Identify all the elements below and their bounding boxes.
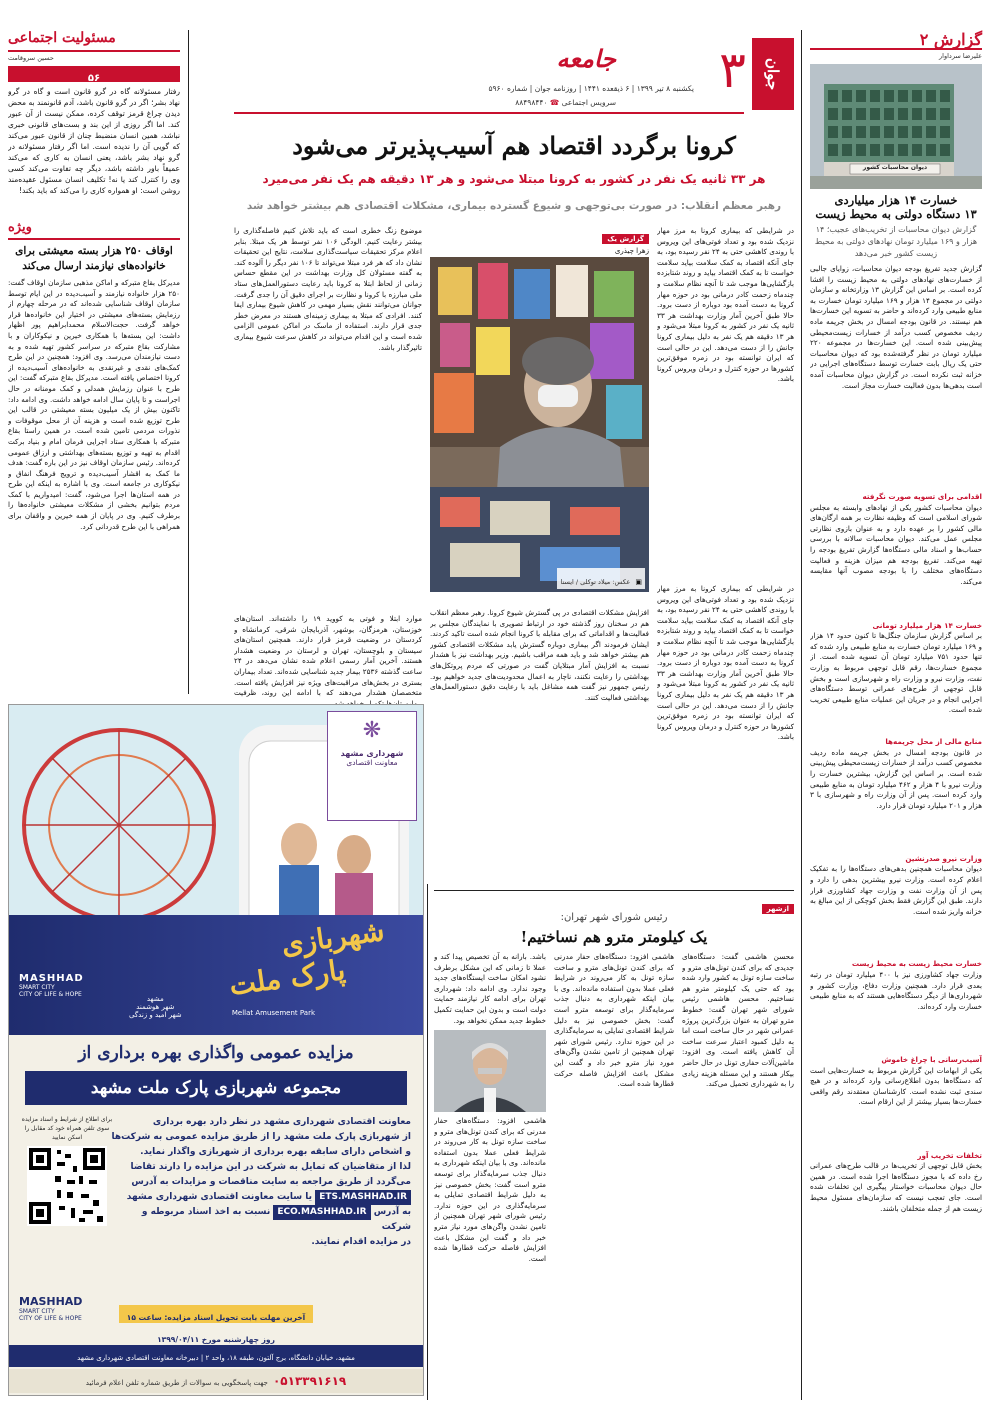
market-vendor-photo xyxy=(430,257,649,592)
right-title-1: خسارت ۱۴ هزار میلیاردی xyxy=(834,193,958,207)
phone-icon: ☎ xyxy=(549,98,560,107)
section-title: جامعه xyxy=(556,44,616,73)
right-column-header xyxy=(810,30,982,50)
hashemi-photo xyxy=(434,1030,546,1112)
left-sub-header xyxy=(8,220,180,240)
slogan-3: شهر امید و زندگی xyxy=(129,1011,182,1019)
ad-web-2[interactable]: ECO.MASHHAD.IR xyxy=(273,1205,370,1220)
photo-credit xyxy=(557,568,645,589)
left-column-header xyxy=(8,30,180,52)
right-body-3: بر اساس گزارش سازمان جنگل‌ها تا کنون حدود ۱۴ هزار و ۱۶۹ میلیارد تومان خسارت به منابع طبیعی وارد شده که تنها حدود ۷۵۱ میلیارد تومان آن تسویه شده است. از مجموع خسارت‌ها، رقم قابل توجهی مربوط به وزارت نفت، وزارت نیرو و وزارت راه و شهرسازی است و بخش قابل توجهی از طرح‌های عمرانی توسط دستگاه‌های اجرایی انجام و در جریان این عملیات منابع طبیعی تخریب شده است. xyxy=(810,631,982,715)
main-kicker: گزارش یک xyxy=(602,234,649,244)
right-body-4: در قانون بودجه امسال در بخش جریمه ماده ردیف مخصوص کسب درآمد از خسارات زیست‌محیطی پیش‌بینی شده است. بر اساس این گزارش، بیشترین خسارت را وزارت نیرو با ۴ هزار و ۴۶۲ میلیارد تومان به منابع طبیعی وارد کرده است. پس از آن وزارت راه و شهرسازی با ۳ هزار و ۲۰۱ میلیارد تومان قرار دارد. xyxy=(810,747,982,810)
ad-footer-brand xyxy=(19,1295,82,1322)
ad-deadline: آخرین مهلت بابت تحویل اسناد مزایده: ساعت ۱۵ روز چهارشنبه مورخ ۱۳۹۹/۰۴/۱۱ xyxy=(126,1313,306,1344)
service-line xyxy=(515,98,616,107)
ad-block xyxy=(8,704,424,1396)
right-column-author: علیرضا سرداوار xyxy=(939,52,982,60)
main-photo xyxy=(430,257,649,592)
park-name-1: شهربازی xyxy=(279,913,387,962)
ad-phone-bar xyxy=(9,1369,423,1393)
left-title: اوقاف ۲۵۰ هزار بسته معیشتی برای خانواده‌های نیازمند ارسال می‌کند xyxy=(15,245,173,272)
ad-body-7: به آدرس xyxy=(373,1207,411,1217)
left-story: مدیرکل بقاع متبرکه و اماکن مذهبی سازمان اوقاف گفت: ۲۵۰ هزار خانواده نیازمند و آسیب‌دیده در این ایام توسط سازمان اوقاف شناسایی شده‌اند که در مرحله چهارم از رزمایش بسته‌های معیشتی در اختیار این خانواده‌ها قرار خواهد گرفت. حجت‌الاسلام محمدابراهیم پور اظهار داشت: این بسته‌ها با همکاری خیرین و نیکوکاران و با مشارکت بقاع متبرکه در سراسر کشور تهیه شده و به دست نیازمندان می‌رسد. وی افزود: همچنین در این طرح کمک‌های نقدی و غیرنقدی به خانواده‌های آسیب‌دیده از کرونا اختصاص یافته است. مدیرکل بقاع متبرکه گفت: این طرح با عنوان رزمایش همدلی و کمک مومنانه در حال اجراست و تا پایان سال ادامه خواهد داشت. وی ادامه داد: تاکنون بیش از یک میلیون بسته معیشتی در قالب این طرح توزیع شده است و هزینه آن از محل موقوفات و نذورات مردمی تامین شده است. در همین راستا بقاع متبرکه با همکاری ستاد اجرایی فرمان امام و بنیاد برکت اقدام به تهیه و توزیع بسته‌های بهداشتی و ارزاق عمومی کرده‌اند. رئیس سازمان اوقاف نیز در این باره گفت: هدف ما کمک به اقشار آسیب‌دیده و ترویج فرهنگ انفاق و نیکوکاری در جامعه است. وی با اشاره به اینکه این طرح در همه استان‌ها اجرا می‌شود، گفت: امیدواریم با کمک مردم بتوانیم بخشی از مشکلات معیشتی خانواده‌ها را برطرف کنیم. وی در پایان از همه خیرین و واقفان برای همراهی با این طرح قدردانی کرد. xyxy=(8,278,180,531)
kicker-row xyxy=(430,226,649,245)
right-body-2: دیوان محاسبات کشور یکی از نهادهای وابسته به مجلس شورای اسلامی است که وظیفه نظارت بر همه ارگان‌های مالی کشور را بر عهده دارد و به عنوان بازوی نظارتی مجلس عمل می‌کند. دیوان محاسبات سالانه با بررسی حساب‌ها و اسناد مالی دستگاه‌ها گزارش تفریغ بودجه را تهیه می‌کند. تفریغ بودجه هم میزان هزینه و فعالیت دستگاه‌های مختلف را با بودجه مصوب آنها مقایسه می‌کند. xyxy=(810,502,982,586)
ad-phone[interactable]: ۰۵۱۳۳۹۱۶۱۹ xyxy=(272,1374,347,1388)
right-column-header-text: گزارش ۲ xyxy=(919,30,982,49)
service-phone: ۸۸۴۹۸۴۴۰ xyxy=(515,98,548,107)
ad-body-6: یا سایت معاونت اقتصادی شهرداری مشهد xyxy=(126,1192,313,1202)
left-sub-header-text: ویژه xyxy=(8,220,32,235)
right-sub-4: وزارت نیرو صدرنشین xyxy=(905,853,982,863)
main-col-3: افزایش مشکلات اقتصادی در پی گسترش شیوع کرونا. رهبر معظم انقلاب هم در سخنان روز گذشته خود در ارتباط تصویری با نمایندگان مجلس بر فعالیت‌ها و اقداماتی که برای مقابله با کرونا انجام شده است تاکید کردند. ایشان فرمودند اگر بیماری دوباره گسترش یابد مشکلات اقتصادی کشور هم بیشتر خواهد شد و باید همه مراقب باشیم. وزیر بهداشت نیز با هشدار نسبت به افزایش آمار مبتلایان گفت در صورتی که مردم پروتکل‌های بهداشتی را رعایت نکنند، ناچار به اعمال محدودیت‌های جدید خواهیم بود. رئیس جمهور نیز گفت همه مشاغل باید با رعایت دقیق دستورالعمل‌های بهداشتی فعالیت کنند. xyxy=(430,608,649,702)
left-column-header-text: مسئولیت اجتماعی xyxy=(8,30,116,46)
page-number: ۳ xyxy=(719,41,746,99)
ad-qr-box xyxy=(19,1115,115,1230)
right-sub-5: خسارت محیط زیست به محیط زیست xyxy=(851,959,982,969)
main-col-1: در شرایطی که بیماری کرونا به مرز مهار نزدیک شده بود و تعداد فوتی‌های این ویروس با روندی کاهشی حتی به ۲۴ نفر رسیده بود، به جای آنکه اقتصاد به کمک سلامت بیاید سلامت خواست تا به کمک اقتصاد بیاید و روند شتابزده بازگشایی‌ها موجب شد تا آنچه نظام سلامت و چندماه زحمت کادر درمانی بود در حوزه مهار کرونا به دست آمده بود دوباره از دست برود. حالا طبق آخرین آمار وزارت بهداشت هر ۳۳ ثانیه یک نفر در کشور به کرونا مبتلا می‌شود و هر ۱۳ دقیقه هم یک نفر به دلیل بیماری کرونا جانش را از دست می‌دهد. این در حالی است که ایران توانسته بود در زمره موفق‌ترین کشورها در حوزه کنترل و درمان ویروس کرونا باشد. xyxy=(657,226,794,384)
ad-body-3: و اشخاص دارای سابقه بهره برداری از شهربازی واگذار نماید. xyxy=(140,1147,411,1157)
main-headline: کرونا برگردد اقتصاد هم آسیب‌پذیرتر می‌شود xyxy=(292,131,736,160)
left-column xyxy=(8,30,180,698)
ad-web-2-row xyxy=(111,1205,411,1235)
org-logo-box xyxy=(327,711,417,821)
main-col-2: موضوع زنگ خطری است که باید تلاش کنیم فاصله‌گذاری را بیشتر رعایت کنیم. الودگی ۱۰۶ نفر توسط هر یک مبتلا. بنابر اعلام مرکز تحقیقات سیاست‌گذاری سلامت، نتایج این تحقیقات نشان داد که هر فرد مبتلا می‌تواند تا ۱۰۶ نفر دیگر را آلوده کند. به گفته مسئولان کل وزارت بهداشت در این مقطع حساس زمانی از لحاظ ابتلا به کرونا باید رعایت دستورالعمل‌های ستاد ملی مبارزه با کرونا و نظارت بر اجرای دقیق آن را جدی گرفت. جوانان می‌توانند نقش بسیار مهمی در کاهش شیوع بیماری ایفا کنند. افرادی که مبتلا به بیماری زمینه‌ای هستند در معرض خطر جدی قرار دارند. استفاده از ماسک در اماکن عمومی الزامی شده است و این اقدام می‌تواند در کاهش سرعت شیوع بیماری تاثیرگذار باشد. xyxy=(234,226,422,352)
divider-left xyxy=(188,30,189,694)
ad-web-1-row xyxy=(111,1190,411,1205)
metro-col-3-wrap xyxy=(434,952,546,1392)
ad-org-sub: معاونت اقتصادی xyxy=(346,758,398,767)
ad-web-1[interactable]: ETS.MASHHAD.IR xyxy=(315,1190,411,1205)
left-author: حسین سروقامت xyxy=(8,54,54,62)
logo: جوان xyxy=(764,57,782,91)
footer-city-2: SMART CITY xyxy=(19,1308,55,1315)
ad-deadline-bar xyxy=(119,1305,313,1344)
park-name-en: Mellat Amusement Park xyxy=(231,1009,315,1017)
camera-icon: ▣ xyxy=(635,578,642,586)
ad-address-bar xyxy=(9,1345,423,1367)
metro-kicker: ازشهر xyxy=(762,904,794,914)
logo-box xyxy=(752,38,794,110)
city-brand-left xyxy=(19,973,84,998)
right-sub-2: خسارت ۱۴ هزار میلیارد تومانی xyxy=(872,620,982,630)
main-photo-block xyxy=(430,226,649,604)
right-body-8: بخش قابل توجهی از تخریب‌ها در قالب طرح‌های عمرانی رخ داده که با مجوز دستگاه‌ها اجرا شده است. در همین حال دیوان محاسبات خواستار پیگیری این تخلفات شده است. جای تعجب نیست که سازمان‌های مسئول محیط زیست هم از جمله متخلفان باشند. xyxy=(810,1161,982,1213)
photo-credit-text: عکس: میلاد توکلی / ایسنا xyxy=(560,578,631,586)
right-lead: گزارش دیوان محاسبات از تخریب‌های عجیب؛ ۱۴ هزار و ۱۶۹ میلیارد تومان نهادهای دولتی به محیط زیست کشور خبر می‌دهد xyxy=(814,225,978,258)
city-en-1: MASHHAD xyxy=(19,973,84,984)
right-sub-1: اقدامی برای تسویه صورت نگرفته xyxy=(862,492,982,501)
right-body-7: یکی از ابهامات این گزارش مربوط به خسارت‌هایی است که دستگاه‌ها بدون اطلاع‌رسانی وارد کرده‌اند و در هیچ سندی ثبت نشده است. کارشناسان معتقدند رقم واقعی خسارت‌ها بسیار بیشتر از این ارقام است. xyxy=(810,1065,982,1107)
right-title-2: ۱۳ دستگاه دولتی به محیط زیست xyxy=(815,207,977,221)
main-col-4: موارد ابتلا و فوتی به کووید ۱۹ را داشته‌اند. استان‌های خوزستان، هرمزگان، بوشهر، آذربایجان شرقی، کرمانشاه و کردستان در وضعیت قرمز قرار دارند. همچنین استان‌های سیستان و بلوچستان، تهران و لرستان در وضعیت هشدار هستند. آخرین آمار رسمی اعلام شده نشان می‌دهد در ۲۴ ساعت گذشته ۲۵۳۶ بیمار جدید شناسایی شده‌اند. تعداد بیماران بستری در بخش‌های مراقبت‌های ویژه نیز افزایش یافته است. متخصصان هشدار می‌دهند که با ادامه این روند، ظرفیت xyxy=(234,614,422,698)
portrait-illustration xyxy=(434,1030,546,1112)
ad-body-4: لذا از متقاضیان که تمایل به شرکت در این مزایده را دارند تقاضا xyxy=(130,1162,411,1172)
right-body-5: دیوان محاسبات همچنین بدهی‌های دستگاه‌ها را به تفکیک اعلام کرده است. وزارت نیرو بیشترین بدهی را دارد و پس از آن وزارت نفت و وزارت جهاد کشاورزی قرار دارند. طبق این گزارش فقط بخش کوچکی از این مبالغ به خزانه واریز شده است. xyxy=(810,864,982,916)
footer-city-1: MASHHAD xyxy=(19,1295,83,1308)
qr-code-icon xyxy=(27,1146,107,1226)
masthead-rule xyxy=(234,112,744,114)
slogan-2: شهر هوشمند xyxy=(136,1003,175,1011)
masthead xyxy=(234,38,794,118)
left-badge-text: ۵۶ xyxy=(87,73,101,84)
left-badge xyxy=(8,66,180,82)
right-column xyxy=(810,30,982,1400)
right-body-6: وزارت جهاد کشاورزی نیز با ۴۰۰ میلیارد تومان در رتبه بعدی قرار دارد. همچنین وزارت دفاع، وزارت کشور و شهرداری‌ها از دیگر دستگاه‌هایی هستند که به منابع طبیعی خسارت وارد کرده‌اند. xyxy=(810,969,982,1011)
ad-body-2: از شهربازی پارک ملت مشهد را از طریق مزایده عمومی به شرکت‌ها xyxy=(111,1132,411,1142)
ad-body-5: می‌گردد از طریق مراجعه به سایت مناقصات و مزایدات به آدرس xyxy=(131,1177,411,1187)
building-sign: دیوان محاسبات کشور xyxy=(862,164,928,171)
left-body: رفتار مسئولانه گاه در گرو قانون است و گاه در گرو نهاد بشر؛ اگر در گرو قانون باشد، آدم قانونمند به محض دیدن چراغ قرمز توقف کرده، ممکن نیست از آن عبور کند. اما اگر روزی از این بند و بست‌های قانونی خبری نباشد، همین انسان منضبط چنان از قانون عبور می‌کند که گویی آن را ندیده است. اما اگر رفتار مسئولانه در گرو نهاد بشر باشد، یعنی انسان به کاری که می‌کند عمیقاً باور داشته باشد، دیگر چه تفاوت می‌کند کسی وی را کنترل کند یا نه! تکلیف انسان مسئول عقیده‌مند روشن است: او همواره کاری را می‌کند که باید بکند! xyxy=(8,87,180,195)
metro-pre-title: رئیس شورای شهر تهران: xyxy=(560,912,668,923)
ad-org-name: شهرداری مشهد xyxy=(340,749,404,758)
ad-body-1: معاونت اقتصادی شهرداری مشهد در نظر دارد بهره برداری xyxy=(152,1117,411,1127)
ad-title-2: مجموعه شهربازی پارک ملت مشهد xyxy=(90,1078,342,1098)
ad-phone-note: جهت پاسخگویی به سوالات از طریق شماره تلفن اعلام فرمائید xyxy=(85,1379,268,1387)
right-sub-3: منابع مالی از محل جریمه‌ها xyxy=(885,737,982,747)
metro-col-1: محسن هاشمی گفت: دستگاه‌های جدیدی که برای کندن تونل‌های مترو و ساخت سازه تونل به کشور وارد شده بود که حتی یک کیلومتر مترو هم نساختیم. محسن هاشمی رئیس شورای شهر تهران گفت: خطوط مترو تهران به عنوان بزرگ‌ترین پروژه عمرانی شهر در حال ساخت است اما به دلیل کمبود اعتبار سرعت ساخت آن کاهش یافته است. وی افزود: ماشین‌آلات حفاری تونل در حال حاضر بیکار هستند و این مسئله هزینه زیادی را به شهرداری تحمیل می‌کند. xyxy=(682,952,794,1089)
main-col-1b: در شرایطی که بیماری کرونا به مرز مهار نزدیک شده بود و تعداد فوتی‌های این ویروس با روندی کاهشی حتی به ۲۴ نفر رسیده بود، به جای آنکه اقتصاد به کمک سلامت بیاید سلامت خواست تا به کمک اقتصاد بیاید و روند شتابزده بازگشایی‌ها موجب شد تا آنچه نظام سلامت و چندماه زحمت کادر درمانی بود در حوزه مهار کرونا به دست آمده بود دوباره از دست برود. حالا طبق آخرین آمار وزارت بهداشت هر ۳۳ ثانیه یک نفر در کشور به کرونا مبتلا می‌شود و هر ۱۳ دقیقه هم یک نفر به دلیل بیماری کرونا جانش را از دست می‌دهد. این در حالی است که ایران توانسته بود در زمره موفق‌ترین کشورها در حوزه کنترل و درمان ویروس کرونا باشد. xyxy=(657,584,794,742)
divider-main-left xyxy=(427,884,428,1400)
metro-col-3b: هاشمی افزود: دستگاه‌های حفار مدرنی که برای کندن تونل‌های مترو و ساخت سازه تونل به کار می‌روند در شرایط فعلی عملا بدون استفاده مانده‌اند. وی با بیان اینکه شهرداری به دنبال جذب سرمایه‌گذار برای توسعه مترو است گفت: بخش خصوصی نیز به دلیل شرایط اقتصادی تمایلی به سرمایه‌گذاری در این حوزه ندارد. رئیس شورای شهر تهران همچنین از تامین نشدن واگن‌های مورد نیاز مترو خبر داد و گفت این مشکل باعث افزایش فاصله حرکت قطارها شده است. xyxy=(434,1116,546,1263)
date-line: یکشنبه ۸ تیر ۱۳۹۹ | ۶ ذیقعده ۱۴۴۱ | روزنامه جوان | شماره ۵۹۶۰ xyxy=(488,84,694,93)
main-author: زهرا چیذری xyxy=(614,247,649,255)
slogan-1: مشهد xyxy=(146,995,164,1003)
divider-right xyxy=(801,30,802,1400)
building-photo xyxy=(810,64,982,189)
ad-body xyxy=(111,1115,411,1250)
right-sub-7: تخلفات تخریب آور xyxy=(917,1150,982,1160)
metro-col-2: هاشمی افزود: دستگاه‌های حفار مدرنی که برای کندن تونل‌های مترو و ساخت سازه تونل به کار می‌روند در شرایط فعلی عملا بدون استفاده مانده‌اند. وی با بیان اینکه شهرداری به دنبال جذب سرمایه‌گذار برای توسعه مترو است گفت: بخش خصوصی نیز به دلیل شرایط اقتصادی تمایلی به سرمایه‌گذاری در این حوزه ندارد. رئیس شورای شهر تهران همچنین از تامین نشدن واگن‌های مورد نیاز مترو خبر داد و گفت این مشکل باعث افزایش فاصله حرکت قطارها شده است. xyxy=(554,952,674,1089)
ad-body-9: در مزایده اقدام نمایند. xyxy=(311,1237,411,1247)
metro-col-3: باشد. بارانه به آن تخصیص پیدا کند و عملا تا زمانی که این مشکل برطرف نشود امکان ساخت ایستگاه‌های جدید وجود ندارد. وی ادامه داد: شهرداری تهران برای ادامه کار نیازمند حمایت دولت است و بدون این حمایت تکمیل خطوط جدید ممکن نخواهد بود. xyxy=(434,952,546,1025)
park-name-2: پارک ملت xyxy=(226,953,347,1002)
slogan-box xyxy=(129,995,182,1019)
right-sub-6: آسیب‌رسانی با چراغ خاموش xyxy=(881,1054,982,1064)
footer-city-3: CITY OF LIFE & HOPE xyxy=(19,1315,82,1322)
city-en-3: CITY OF LIFE & HOPE xyxy=(19,991,82,998)
right-body-1: گزارش جدید تفریغ بودجه دیوان محاسبات، زوایای جالبی از خسارت‌های نهادهای دولتی به محیط زیست را افشا کرده است. بر اساس این گزارش ۱۳ وزارتخانه و سازمان دولتی در مجموع ۱۴ هزار و ۱۶۹ میلیارد تومان خسارت به منابع طبیعی وارد کرده‌اند و حاضر به تسویه این خسارت‌ها هم نیستند. در قانون بودجه امسال در بخش جریمه ماده ردیف مخصوص کسب درآمد از خسارات زیست‌محیطی پیش‌بینی شده است. این خسارت‌ها در مجموعه ۲۲۰ میلیارد تومان در نظر گرفته‌شده بود که دیوان محاسبات حتی یک ریال بابت خسارت توسط دستگاه‌های اجرایی در خزانه ثبت نکرده است. در گزارش دیوان محاسبات آمده است بدهی‌ها بدون فعالیت خسارت مجاز است. xyxy=(810,264,982,390)
ad-title-1: مزایده عمومی واگذاری بهره برداری از xyxy=(78,1043,354,1063)
main-quote: رهبر معظم انقلاب: در صورت بی‌توجهی و شیوع گسترده بیماری، مشکلات اقتصادی هم بیشتر خواهد شد xyxy=(246,200,782,212)
main-subhead: هر ۳۳ ثانیه یک نفر در کشور به کرونا مبتلا می‌شود و هر ۱۳ دقیقه هم یک نفر می‌میرد xyxy=(262,172,766,186)
qr-note: برای اطلاع از شرایط و اسناد مزایده سوی تلفن همراه خود کد مقابل را اسکن نمایید xyxy=(21,1116,113,1141)
org-emblem-icon: ❋ xyxy=(362,718,382,743)
ad-title-2-bar xyxy=(25,1071,407,1105)
city-en-2: SMART CITY xyxy=(19,984,55,991)
park-banner xyxy=(9,915,424,1035)
metro-headline: یک کیلومتر مترو هم نساختیم! xyxy=(520,928,708,946)
metro-top-rule xyxy=(434,890,794,891)
ad-body-8: نسبت به اخذ اسناد مربوطه و شرکت xyxy=(141,1207,411,1232)
ad-address: مشهد، خیابان دانشگاه، برج آلتون، طبقه ۱۸، واحد ۲ | دبیرخانه معاونت اقتصادی شهرداری مشهد xyxy=(77,1354,355,1362)
service-label: سرویس اجتماعی xyxy=(561,98,616,107)
